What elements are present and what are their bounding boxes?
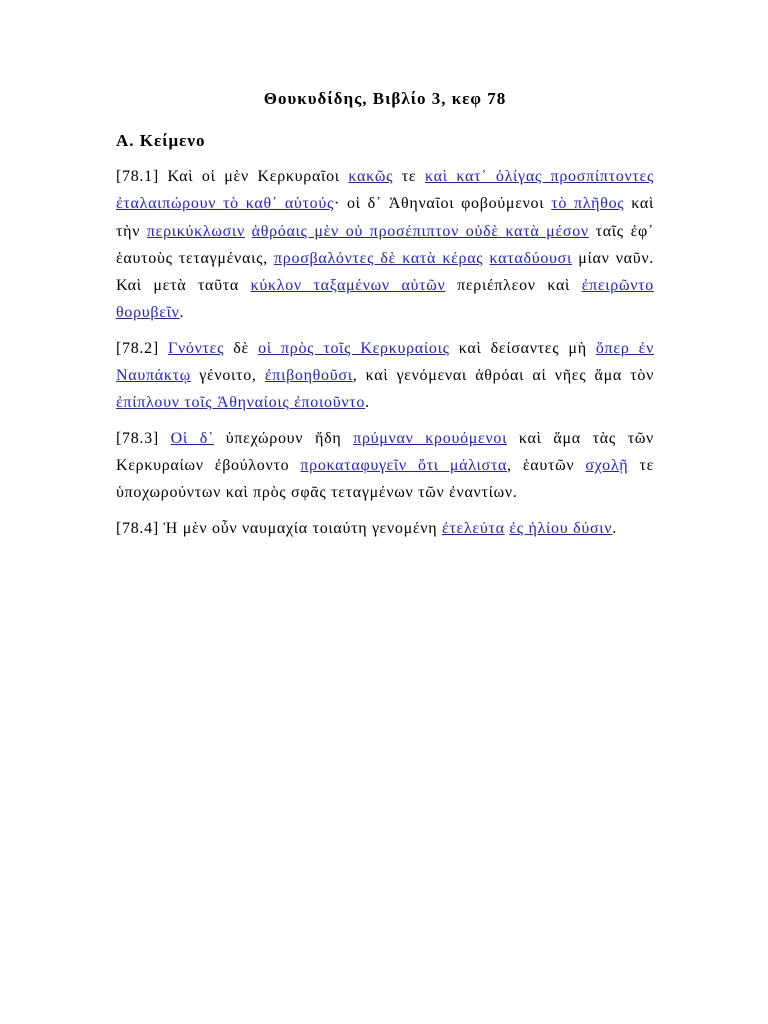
text-segment: Καὶ οἱ μὲν Κερκυραῖοι <box>158 168 349 185</box>
vocabulary-link[interactable]: ἐπειρῶντο θορυβεῖν <box>116 277 654 322</box>
text-segment: Ἡ μὲν οὖν ναυμαχία τοιαύτη γενομένη <box>158 519 442 537</box>
text-segment: καὶ ἅμα τὰς τῶν Κερκυραίων ἐβούλοντο <box>116 429 654 474</box>
vocabulary-link[interactable]: προσβαλόντες δὲ κατὰ κέρας <box>274 249 484 267</box>
paragraph <box>116 335 654 417</box>
text-segment: ταῖς ἐφ᾽ ἑαυτοὺς τεταγμέναις, <box>116 222 654 267</box>
vocabulary-link[interactable]: Γνόντες <box>168 339 225 357</box>
text-segment: · οἱ δ᾽ Ἀθηναῖοι φοβούμενοι <box>334 195 552 213</box>
paragraphs-container <box>116 163 654 542</box>
vocabulary-link[interactable]: ἁθρόαις μὲν οὐ προσέπιπτον οὐδὲ κατὰ μέσον <box>251 222 589 240</box>
paragraph-number: [78.4] <box>116 519 159 537</box>
vocabulary-link[interactable]: ἐπίπλουν τοῖς Ἀθηναίοις ἐποιοῦντο <box>116 394 366 412</box>
vocabulary-link[interactable]: καταδύουσι <box>489 249 572 267</box>
vocabulary-link[interactable]: οἱ πρὸς τοῖς Κερκυραίοις <box>258 339 450 357</box>
text-segment <box>159 430 171 447</box>
text-segment: δὲ <box>224 339 259 357</box>
paragraph <box>116 515 654 542</box>
vocabulary-link[interactable]: ἐπιβοηθοῦσι <box>264 367 353 385</box>
text-segment <box>159 340 168 357</box>
text-segment: , ἑαυτῶν <box>507 456 586 474</box>
vocabulary-link[interactable]: ὅπερ ἐν Ναυπάκτῳ <box>116 339 655 385</box>
text-segment: , καὶ γενόμεναι ἁθρόαι αἱ νῆες ἅμα τὸν <box>352 367 654 385</box>
paragraph <box>116 163 654 327</box>
text-segment: καὶ τὴν <box>116 195 654 240</box>
vocabulary-link[interactable]: ἐταλαιπώρουν τὸ καθ᾽ αὑτούς <box>116 195 335 213</box>
text-segment <box>245 223 252 240</box>
vocabulary-link[interactable]: κύκλον ταξαμένων αὐτῶν <box>250 277 446 295</box>
vocabulary-link[interactable]: τὸ πλῆθος <box>551 195 625 213</box>
text-segment: . <box>179 304 185 322</box>
text-segment: τε <box>393 168 426 185</box>
document-title: Θουκυδίδης, Βιβλίο 3, κεφ 78 <box>263 89 507 108</box>
text-segment: ὑπεχώρουν ἤδη <box>213 429 354 447</box>
text-segment: . <box>612 519 617 537</box>
vocabulary-link[interactable]: κακῶς <box>348 168 394 185</box>
text-segment: τε ὑποχωρούντων καὶ πρὸς σφᾶς τεταγμένων τῶν ἐναντίων. <box>116 456 654 502</box>
text-segment: καὶ δείσαντες μὴ <box>449 339 596 357</box>
vocabulary-link[interactable]: Οἱ δ᾽ <box>170 429 214 447</box>
vocabulary-link[interactable]: περικύκλωσιν <box>146 222 245 240</box>
paragraph-number: [78.2] <box>116 339 159 357</box>
text-segment: μίαν ναῦν. Καὶ μετὰ ταῦτα <box>116 249 654 295</box>
vocabulary-link[interactable]: καὶ κατ᾽ ὀλίγας προσπίπτοντες <box>425 168 654 185</box>
vocabulary-link[interactable]: πρύμναν κρουόμενοι <box>353 429 508 447</box>
section-heading: Α. Κείμενο <box>116 131 206 150</box>
text-segment: περιέπλεον καὶ <box>445 277 582 295</box>
paragraph-number: [78.1] <box>116 168 159 185</box>
paragraph-number: [78.3] <box>116 429 159 447</box>
vocabulary-link[interactable]: ἐς ἡλίου δύσιν <box>509 519 613 537</box>
paragraph <box>116 425 654 507</box>
vocabulary-link[interactable]: σχολῇ <box>585 456 629 474</box>
vocabulary-link[interactable]: ἐτελεύτα <box>441 519 505 537</box>
vocabulary-link[interactable]: προκαταφυγεῖν ὅτι μάλιστα <box>300 456 508 474</box>
text-segment: γένοιτο, <box>190 367 265 385</box>
text-segment: . <box>365 394 370 412</box>
